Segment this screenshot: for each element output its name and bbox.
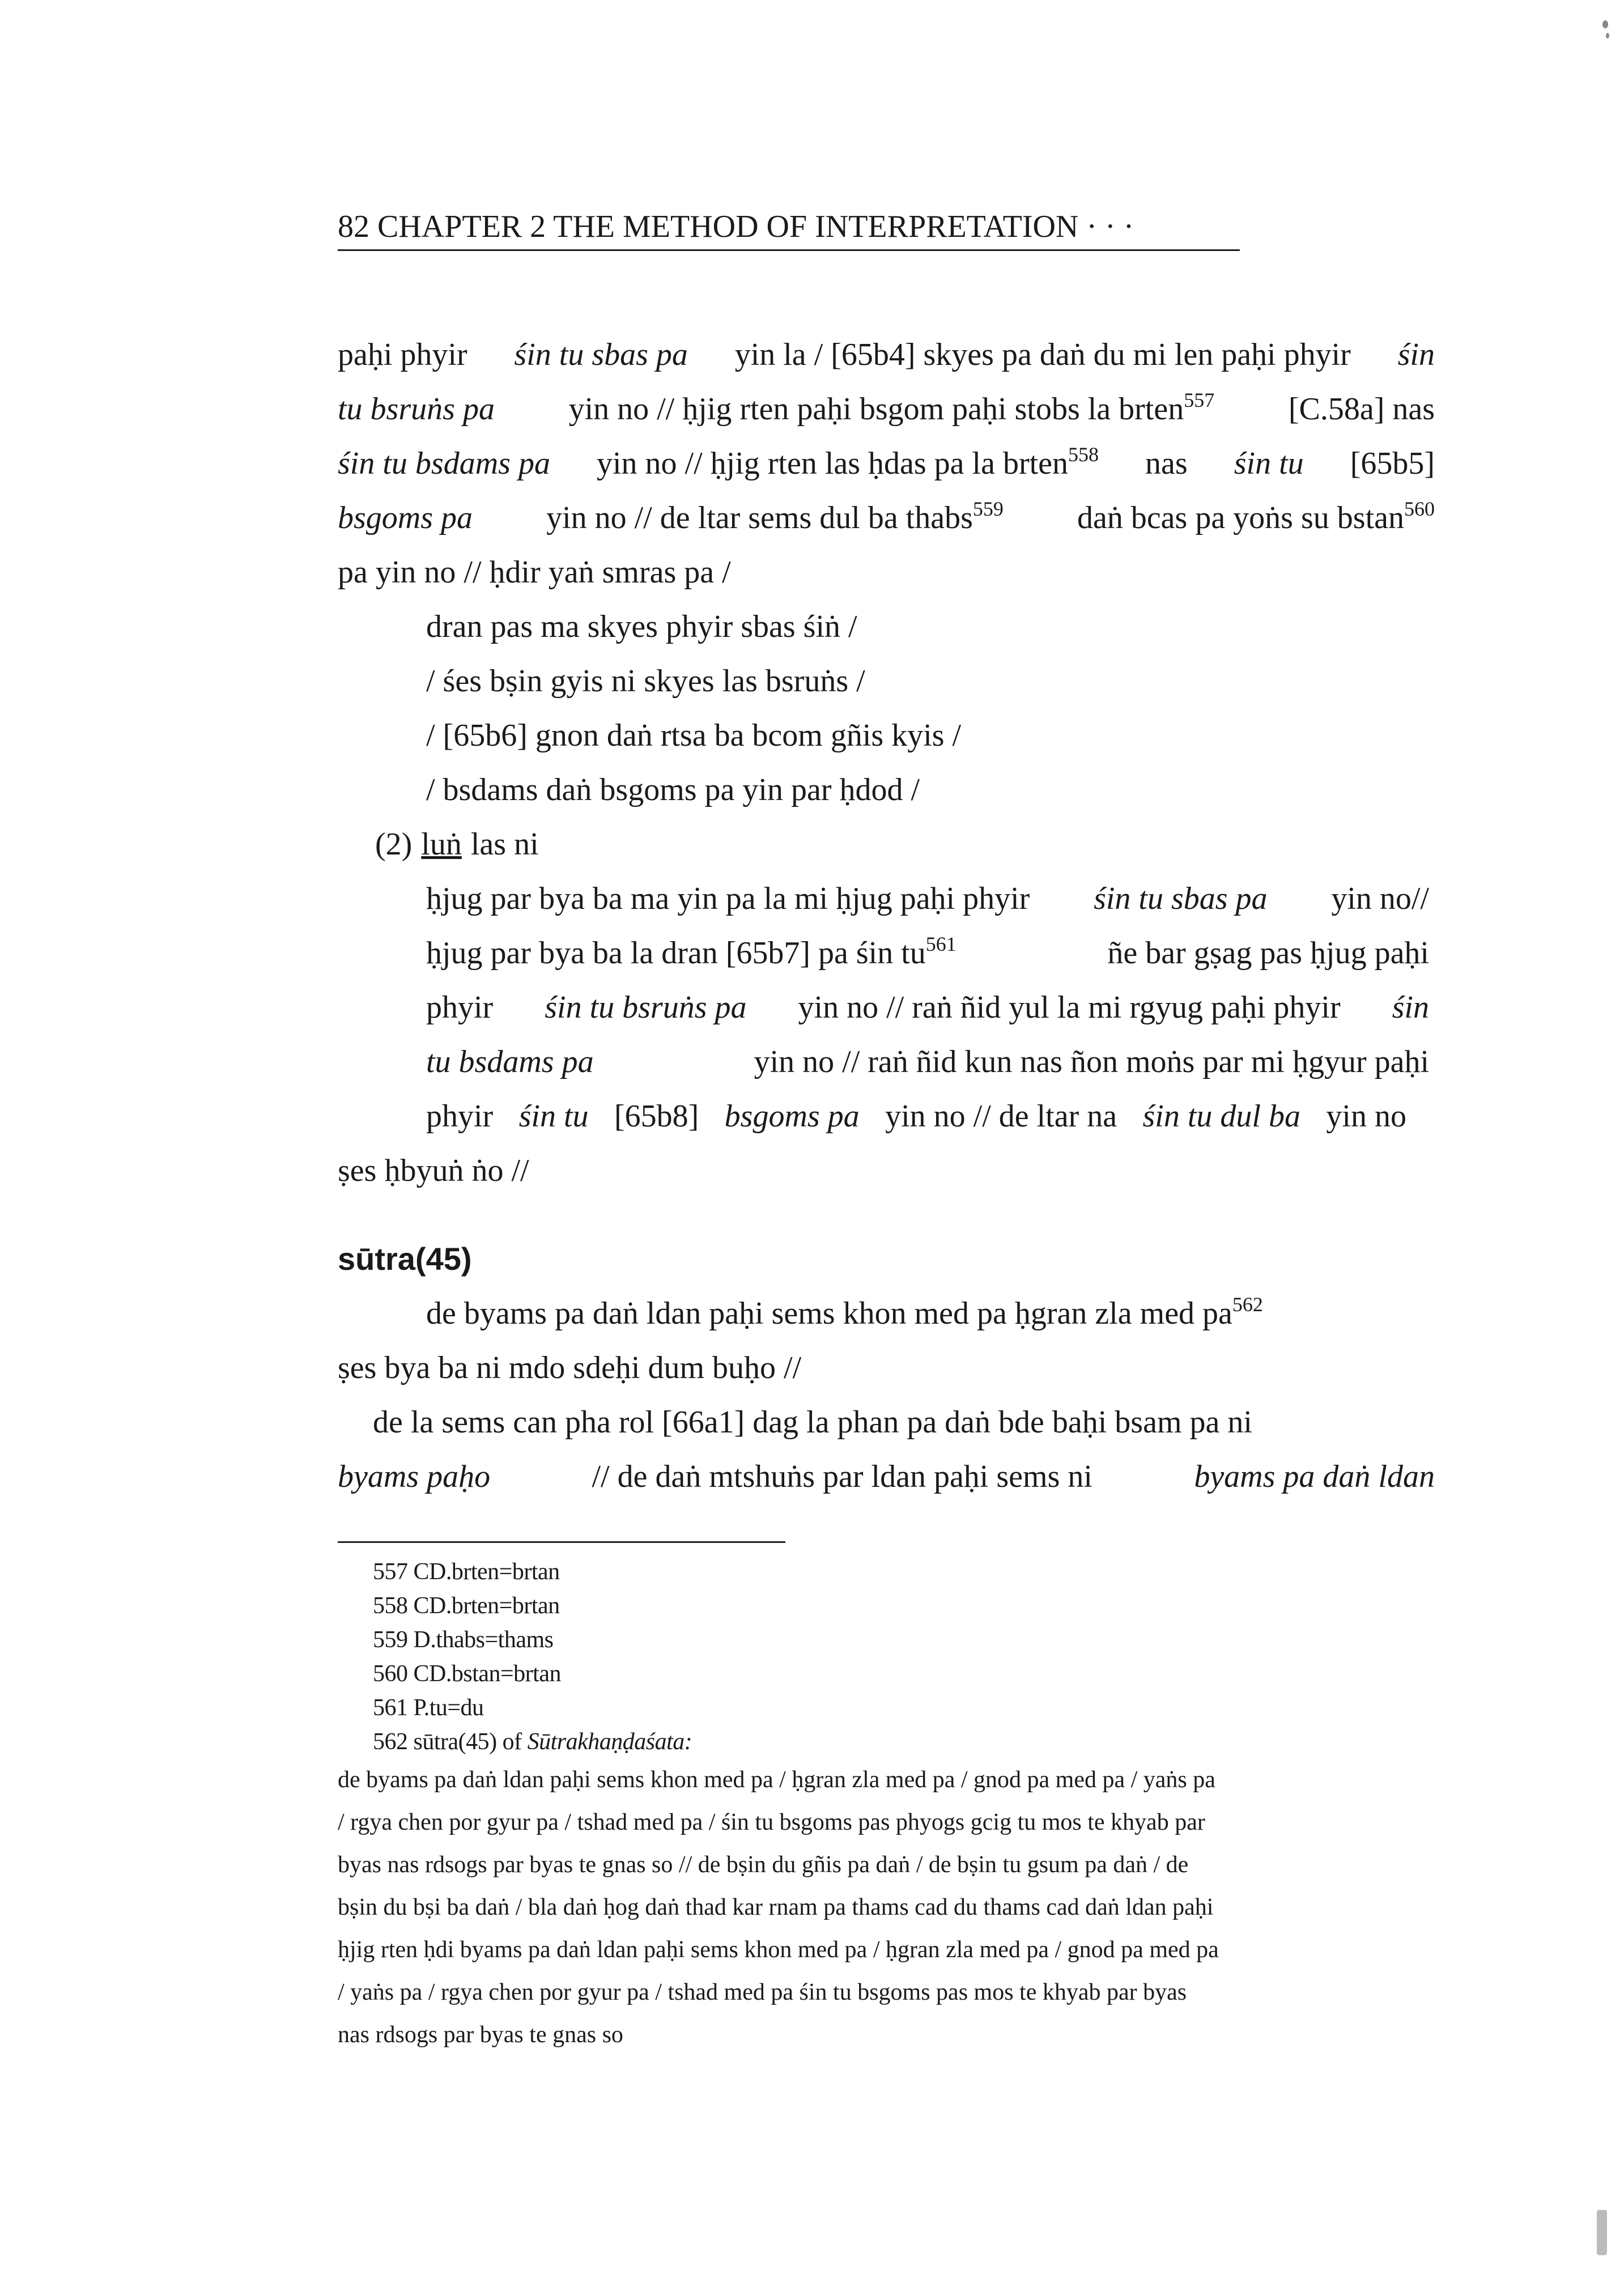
- footnote-562: [338, 1725, 1437, 1759]
- text-line: [338, 545, 1435, 599]
- italic-term: tu bsruṅs pa: [338, 392, 495, 427]
- footnote-quote-line: [338, 1759, 1437, 1801]
- text-line: [338, 491, 1435, 545]
- text-run: [C.58a] nas: [1288, 392, 1435, 427]
- italic-term: śin tu bsdams pa: [338, 446, 550, 481]
- text-run: nas: [1145, 446, 1188, 481]
- footnote-557: 557 CD.brten=brtan: [373, 1559, 560, 1585]
- italic-term: tu bsdams pa: [426, 1044, 594, 1079]
- text-run: yin no // ḥjig rten paḥi bsgom paḥi stobs la brten: [568, 392, 1184, 427]
- verse-text: / [65b6] gnon daṅ rtsa ba bcom gñis kyis /: [426, 718, 962, 753]
- footnote-ref: 558: [1068, 443, 1099, 466]
- scan-edge-noise: [1597, 2210, 1607, 2255]
- sutra-heading-text: sūtra(45): [338, 1241, 472, 1277]
- text-run: de byams pa daṅ ldan paḥi sems khon med pa ḥgran zla med pa: [426, 1296, 1232, 1331]
- quote-text: byas nas rdsogs par byas te gnas so // de bṣin du gñis pa daṅ / de bṣin tu gsum pa daṅ / de: [338, 1852, 1189, 1878]
- text-line: [338, 1089, 1406, 1143]
- italic-term: śin tu dul ba: [1142, 1099, 1300, 1134]
- footnote-ref: 560: [1404, 498, 1435, 520]
- footnote-quote-line: [338, 1929, 1437, 1971]
- footnote-558: 558 CD.brten=brtan: [373, 1593, 560, 1619]
- text-line: [338, 328, 1435, 382]
- running-head: 82 CHAPTER 2 THE METHOD OF INTERPRETATION · · ·: [338, 205, 1240, 251]
- text-line: [338, 926, 1429, 980]
- text-run: pa yin no // ḥdir yaṅ smras pa /: [338, 555, 731, 590]
- item-number: (2): [375, 827, 413, 862]
- text-line: [338, 980, 1429, 1035]
- footnote-ref: 557: [1184, 389, 1215, 411]
- footnote-ref: 559: [972, 498, 1004, 520]
- text-run: yin no // de ltar sems dul ba thabs: [546, 500, 973, 535]
- footnote-quote-line: [338, 1971, 1437, 2014]
- italic-term: śin tu sbas pa: [514, 337, 688, 372]
- text-run: paḥi phyir: [338, 337, 467, 372]
- text-run: yin no // de ltar na: [885, 1099, 1117, 1134]
- footnote-quote-line: [338, 1801, 1437, 1844]
- footnote-562-title: Sūtrakhaṇḍaśata:: [527, 1729, 692, 1755]
- text-run: yin no//: [1331, 881, 1429, 916]
- footnote-quote-line: [338, 1844, 1437, 1886]
- italic-term: śin tu: [518, 1099, 589, 1134]
- quote-text: / rgya chen por gyur pa / tshad med pa / śin tu bsgoms pas phyogs gcig tu mos te khyab par: [338, 1809, 1205, 1835]
- italic-term: śin: [1392, 990, 1429, 1025]
- italic-term: byams pa daṅ ldan: [1194, 1459, 1435, 1494]
- italic-term: śin tu bsruṅs pa: [545, 990, 747, 1025]
- quote-text: nas rdsogs par byas te gnas so: [338, 2022, 623, 2048]
- footnote-rule: [338, 1541, 785, 1543]
- text-run: las ni: [470, 827, 539, 862]
- footnote-ref: 561: [925, 933, 956, 955]
- text-run: ṣes ḥbyuṅ ṅo //: [338, 1153, 529, 1188]
- text-run: yin no // raṅ ñid yul la mi rgyug paḥi phyir: [798, 990, 1341, 1025]
- footnote-ref: 562: [1232, 1293, 1263, 1316]
- text-run: ḥjug par bya ba ma yin pa la mi ḥjug paḥi phyir: [426, 881, 1030, 916]
- section-heading: [338, 1232, 1435, 1286]
- italic-term: śin tu: [1234, 446, 1304, 481]
- footnotes: [338, 1555, 1437, 2056]
- italic-term: byams paḥo: [338, 1459, 491, 1494]
- quote-text: de byams pa daṅ ldan paḥi sems khon med pa / ḥgran zla med pa / gnod pa med pa / yaṅs pa: [338, 1767, 1215, 1793]
- scan-speck: [1606, 33, 1609, 39]
- text-line: [338, 382, 1435, 436]
- text-run: phyir: [426, 990, 494, 1025]
- text-run: de la sems can pha rol [66a1] dag la phan pa daṅ bde baḥi bsam pa ni: [373, 1405, 1252, 1440]
- footnote-560: 560 CD.bstan=brtan: [373, 1661, 561, 1687]
- text-run: yin la / [65b4] skyes pa daṅ du mi len paḥi phyir: [734, 337, 1351, 372]
- italic-term: śin tu sbas pa: [1094, 881, 1268, 916]
- footnote-quote-line: [338, 1886, 1437, 1929]
- main-text: [338, 328, 1435, 1504]
- verse-line: [338, 708, 1435, 763]
- text-line: [338, 1341, 1435, 1395]
- quote-text: / yaṅs pa / rgya chen por gyur pa / tshad med pa śin tu bsgoms pas mos te khyab par byas: [338, 1979, 1187, 2005]
- item-2-heading: [338, 817, 1435, 871]
- text-line: [338, 871, 1429, 926]
- footnote-quote-line: [338, 2014, 1437, 2056]
- footnote-561: 561 P.tu=du: [373, 1695, 484, 1721]
- verse-line: [338, 599, 1435, 654]
- verse-text: / śes bṣin gyis ni skyes las bsruṅs /: [426, 664, 865, 699]
- underlined-term: luṅ: [421, 827, 462, 862]
- text-line: [338, 1395, 1435, 1449]
- verse-text: dran pas ma skyes phyir sbas śiṅ /: [426, 609, 857, 644]
- text-run: phyir: [426, 1099, 494, 1134]
- text-run: yin no // ḥjig rten las ḥdas pa la brten: [596, 446, 1069, 481]
- quote-text: bṣin du bṣi ba daṅ / bla daṅ ḥog daṅ thad kar rnam pa thams cad du thams cad daṅ ldan paḥi: [338, 1894, 1214, 1920]
- text-line: [338, 1035, 1429, 1089]
- footnote-562-lead: 562 sūtra(45) of: [373, 1729, 522, 1755]
- text-run: yin no // raṅ ñid kun nas ñon moṅs par mi ḥgyur paḥi: [754, 1044, 1429, 1079]
- quote-text: ḥjig rten ḥdi byams pa daṅ ldan paḥi sems khon med pa / ḥgran zla med pa / gnod pa med pa: [338, 1937, 1219, 1963]
- text-run: // de daṅ mtshuṅs par ldan paḥi sems ni: [592, 1459, 1092, 1494]
- text-run: [65b8]: [614, 1099, 699, 1134]
- text-line: [338, 1143, 1435, 1198]
- text-line: [338, 1449, 1435, 1504]
- italic-term: bsgoms pa: [724, 1099, 860, 1134]
- verse-line: [338, 763, 1435, 817]
- text-line: [338, 436, 1435, 491]
- footnote-559: 559 D.thabs=thams: [373, 1627, 554, 1653]
- verse-text: / bsdams daṅ bsgoms pa yin par ḥdod /: [426, 772, 920, 807]
- sutra-quote-line: [338, 1286, 1435, 1341]
- scan-speck: [1602, 20, 1608, 28]
- italic-term: śin: [1397, 337, 1435, 372]
- text-run: [65b5]: [1350, 446, 1435, 481]
- text-run: ñe bar gṣag pas ḥjug paḥi: [1107, 936, 1429, 971]
- text-run: yin no: [1326, 1099, 1406, 1134]
- italic-term: bsgoms pa: [338, 500, 473, 535]
- text-run: daṅ bcas pa yoṅs su bstan: [1077, 500, 1404, 535]
- text-run: ṣes bya ba ni mdo sdeḥi dum buḥo //: [338, 1350, 802, 1385]
- verse-line: [338, 654, 1435, 708]
- text-run: ḥjug par bya ba la dran [65b7] pa śin tu: [426, 936, 926, 971]
